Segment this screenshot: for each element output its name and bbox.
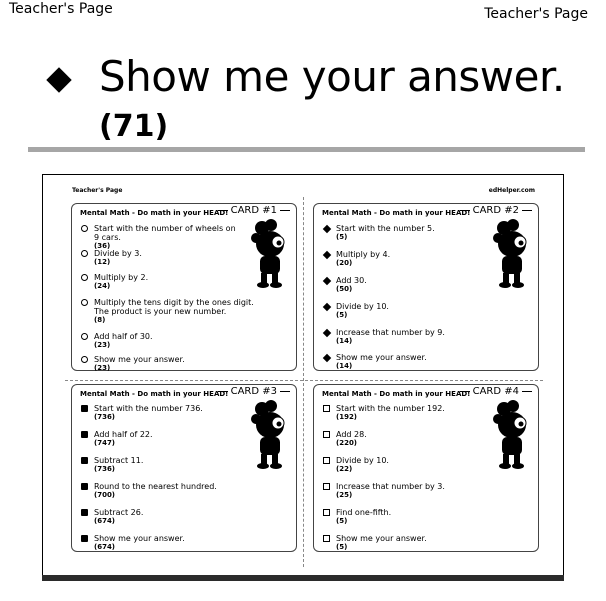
card-heading: Mental Math - Do math in your HEAD! <box>322 209 471 217</box>
diamond-bullet-icon <box>323 303 331 311</box>
checkbox-empty-icon <box>323 431 330 438</box>
step-item: Start with the number 5. (5) <box>323 224 481 242</box>
bullet-diamond-icon <box>46 67 71 92</box>
card-label: CARD #4 <box>457 386 535 397</box>
checkbox-checked-icon <box>81 483 88 490</box>
step-item: Divide by 10. (22) <box>323 456 481 474</box>
checkbox-checked-icon <box>81 431 88 438</box>
slide-number: (71) <box>99 109 169 144</box>
checkbox-empty-icon <box>323 457 330 464</box>
step-item: Start with the number 192. (192) <box>323 404 481 422</box>
cut-line-horizontal <box>65 380 543 381</box>
step-item: Multiply the tens digit by the ones digit. The product is your new number. (8) <box>81 298 256 325</box>
card-4 <box>313 384 539 552</box>
page-header-left: Teacher's Page <box>9 1 113 17</box>
checkbox-empty-icon <box>323 535 330 542</box>
step-item: Show me your answer. (14) <box>323 353 481 371</box>
cartoon-mascot-icon <box>248 399 290 469</box>
worksheet-header-right: edHelper.com <box>488 187 535 194</box>
card-heading: Mental Math - Do math in your HEAD! <box>322 390 471 398</box>
step-item: Multiply by 2. (24) <box>81 273 239 291</box>
card-label: CARD #2 <box>457 205 535 216</box>
cartoon-mascot-icon <box>248 218 290 288</box>
diamond-bullet-icon <box>323 225 331 233</box>
circle-bullet-icon <box>81 299 88 306</box>
step-item: Add 30. (50) <box>323 276 481 294</box>
step-item: Add half of 22. (747) <box>81 430 239 448</box>
page-header-right: Teacher's Page <box>484 6 588 22</box>
step-item: Show me your answer. (23) <box>81 355 239 373</box>
circle-bullet-icon <box>81 333 88 340</box>
step-item: Add 28. (220) <box>323 430 481 448</box>
circle-bullet-icon <box>81 274 88 281</box>
checkbox-empty-icon <box>323 483 330 490</box>
diamond-bullet-icon <box>323 251 331 259</box>
step-item: Increase that number by 3. (25) <box>323 482 481 500</box>
diamond-bullet-icon <box>323 277 331 285</box>
cartoon-mascot-icon <box>490 399 532 469</box>
checkbox-empty-icon <box>323 405 330 412</box>
checkbox-checked-icon <box>81 405 88 412</box>
step-item: Divide by 10. (5) <box>323 302 481 320</box>
checkbox-checked-icon <box>81 457 88 464</box>
divider-rule <box>28 147 585 152</box>
circle-bullet-icon <box>81 356 88 363</box>
step-item: Start with the number of wheels on 9 cars. (36) <box>81 224 239 251</box>
card-2 <box>313 203 539 371</box>
cut-line-vertical <box>303 197 304 567</box>
cartoon-mascot-icon <box>490 218 532 288</box>
step-item: Add half of 30. (23) <box>81 332 239 350</box>
step-item: Start with the number 736. (736) <box>81 404 239 422</box>
step-item: Multiply by 4. (20) <box>323 250 481 268</box>
diamond-bullet-icon <box>323 354 331 362</box>
step-item: Divide by 3. (12) <box>81 249 239 267</box>
worksheet-image <box>42 174 564 578</box>
step-item: Subtract 11. (736) <box>81 456 239 474</box>
card-1 <box>71 203 297 371</box>
card-label: CARD #1 <box>215 205 293 216</box>
worksheet-header-left: Teacher's Page <box>72 187 123 194</box>
step-item: Show me your answer. (674) <box>81 534 239 552</box>
checkbox-empty-icon <box>323 509 330 516</box>
card-3 <box>71 384 297 552</box>
checkbox-checked-icon <box>81 509 88 516</box>
circle-bullet-icon <box>81 250 88 257</box>
step-item: Increase that number by 9. (14) <box>323 328 481 346</box>
circle-bullet-icon <box>81 225 88 232</box>
card-heading: Mental Math - Do math in your HEAD! <box>80 209 229 217</box>
card-label: CARD #3 <box>215 386 293 397</box>
diamond-bullet-icon <box>323 329 331 337</box>
slide-title: Show me your answer. <box>99 52 565 101</box>
step-item: Find one-fifth. (5) <box>323 508 481 526</box>
step-item: Round to the nearest hundred. (700) <box>81 482 239 500</box>
step-item: Show me your answer. (5) <box>323 534 481 552</box>
screenshot-bottom-edge <box>42 575 564 581</box>
card-heading: Mental Math - Do math in your HEAD! <box>80 390 229 398</box>
checkbox-checked-icon <box>81 535 88 542</box>
step-item: Subtract 26. (674) <box>81 508 239 526</box>
